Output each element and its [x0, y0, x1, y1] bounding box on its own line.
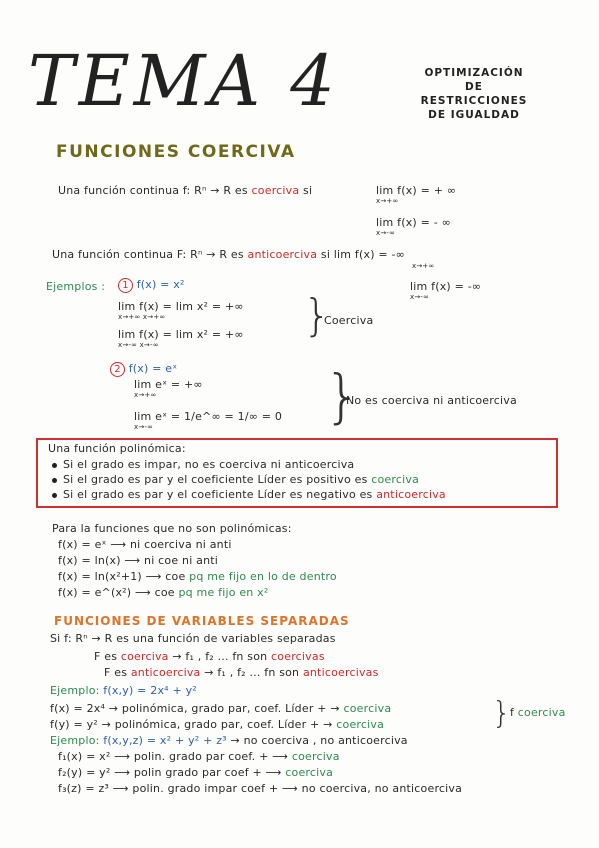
- definition-text: Una función continua f: Rⁿ → R es: [58, 184, 248, 197]
- example-line-text: f(y) = y² → polinómica, grado par, coef. Líder + →: [50, 718, 333, 731]
- example-2-line-1-sub: x→+∞: [134, 391, 157, 399]
- example-1-line-1: lim f(x) = lim x² = +∞: [118, 300, 244, 313]
- example-label: [50, 684, 197, 697]
- subtitle-line: OPTIMIZACIÓN: [424, 67, 524, 79]
- example-tail: → no coerciva , no anticoerciva: [230, 734, 408, 747]
- example-1-result: Coerciva: [324, 314, 374, 327]
- brace-icon: }: [324, 362, 361, 430]
- limit-plus-sub: x→+∞: [412, 262, 435, 270]
- line-mid: → f₁ , f₂ ... fn son: [172, 650, 268, 663]
- example-1-header: [118, 278, 185, 293]
- definition-coerciva: [58, 184, 312, 197]
- section-heading-separadas: FUNCIONES DE VARIABLES SEPARADAS: [54, 614, 350, 628]
- example-line: [58, 750, 340, 763]
- nonpoly-line-text: f(x) = ln(x²+1) ⟶ coe: [58, 570, 186, 583]
- limit-minus: lim f(x) = -∞: [410, 280, 482, 293]
- limit-plus: [376, 184, 456, 197]
- nonpoly-note: pq me fijo en x²: [178, 586, 269, 599]
- definition-tail: si: [320, 248, 331, 261]
- section-heading-coerciva: FUNCIONES COERCIVA: [56, 142, 296, 162]
- nonpoly-line: [58, 586, 269, 599]
- example-function: f(x) = x²: [136, 278, 185, 291]
- example-2-line-2: lim eˣ = 1/e^∞ = 1/∞ = 0: [134, 410, 283, 423]
- example-result: [510, 706, 566, 719]
- example-1-line-1-sub: x→+∞ x→+∞: [118, 313, 166, 321]
- keyword-coerciva: coerciva: [120, 650, 169, 663]
- example-2-line-1: lim eˣ = +∞: [134, 378, 203, 391]
- keyword-coerciva: coerciva: [251, 184, 300, 197]
- keyword-coerciva: coerciva: [285, 766, 334, 779]
- definition-text: Una función continua F: Rⁿ → R es: [52, 248, 244, 261]
- separadas-definition: Si f: Rⁿ → R es una función de variables separadas: [50, 632, 336, 645]
- example-line: f₃(z) = z³ ⟶ polin. grado impar coef + ⟶ no coerciva, no anticoerciva: [58, 782, 463, 795]
- box-item-2: [52, 473, 419, 486]
- subtitle-line: DE: [465, 81, 483, 93]
- line-pre: F es: [104, 666, 128, 679]
- example-function: f(x,y) = 2x⁴ + y²: [103, 684, 197, 697]
- example-number: 2: [110, 362, 125, 377]
- page-title: TEMA 4: [28, 40, 339, 122]
- keyword-anticoercivas: anticoercivas: [302, 666, 379, 679]
- keyword-anticoerciva: anticoerciva: [376, 488, 446, 501]
- keyword-coerciva: coerciva: [336, 718, 385, 731]
- keyword-coerciva: coerciva: [343, 702, 392, 715]
- subtitle-line: DE IGUALDAD: [428, 109, 520, 121]
- example-label-text: Ejemplo:: [50, 684, 100, 697]
- nonpoly-line: f(x) = ln(x) ⟶ ni coe ni anti: [58, 554, 219, 567]
- example-number: 1: [118, 278, 133, 293]
- example-line-text: f(x) = 2x⁴ → polinómica, grado par, coef. Líder + →: [50, 702, 340, 715]
- result-pre: f: [510, 706, 515, 719]
- example-line-text: f₁(x) = x² ⟶ polin. grado par coef. + ⟶: [58, 750, 289, 763]
- subtitle-line: RESTRICCIONES: [420, 95, 528, 107]
- example-line: [50, 702, 391, 715]
- line-mid: → f₁ , f₂ ... fn son: [204, 666, 300, 679]
- keyword-coercivas: coercivas: [271, 650, 325, 663]
- nonpoly-line: [58, 570, 337, 583]
- box-item-text: Si el grado es impar, no es coerciva ni anticoerciva: [63, 458, 355, 471]
- nonpoly-line-text: f(x) = e^(x²) ⟶ coe: [58, 586, 175, 599]
- example-line: [50, 718, 384, 731]
- box-item-text: Si el grado es par y el coeficiente Líder es negativo es: [63, 488, 373, 501]
- line-pre: F es: [94, 650, 118, 663]
- bullet-icon: [52, 463, 57, 468]
- example-function: f(x,y,z) = x² + y² + z³: [103, 734, 227, 747]
- bullet-icon: [52, 478, 57, 483]
- box-item-3: [52, 488, 446, 501]
- box-item-text: Si el grado es par y el coeficiente Líder es positivo es: [63, 473, 368, 486]
- bullet-icon: [52, 493, 57, 498]
- keyword-coerciva: coerciva: [291, 750, 340, 763]
- separadas-line-a: [94, 650, 325, 663]
- nonpoly-note: pq me fijo en lo de dentro: [189, 570, 337, 583]
- example-function: f(x) = eˣ: [128, 362, 178, 375]
- separadas-line-b: [104, 666, 379, 679]
- brace-icon: }: [492, 696, 512, 731]
- example-line: [58, 766, 333, 779]
- box-item-1: [52, 458, 354, 471]
- example-1-line-2: lim f(x) = lim x² = +∞: [118, 328, 244, 341]
- definition-anticoerciva: [52, 248, 405, 261]
- example-1-line-2-sub: x→-∞ x→-∞: [118, 341, 159, 349]
- example-2-header: [110, 362, 177, 377]
- keyword-coerciva: coerciva: [371, 473, 420, 486]
- limit-expression: lim f(x) = -∞: [333, 248, 406, 261]
- keyword-anticoerciva: anticoerciva: [247, 248, 318, 261]
- example-label-text: Ejemplo:: [50, 734, 100, 747]
- brace-icon: }: [303, 290, 331, 341]
- keyword-anticoerciva: anticoerciva: [130, 666, 201, 679]
- definition-tail: si: [303, 184, 313, 197]
- page-subtitle: [404, 66, 544, 122]
- limit-minus-sub: x→-∞: [376, 229, 396, 237]
- limit-minus: lim f(x) = - ∞: [376, 216, 451, 229]
- examples-label: Ejemplos :: [46, 280, 106, 293]
- nonpoly-title: Para la funciones que no son polinómicas:: [52, 522, 292, 535]
- limit-minus-sub: x→-∞: [410, 293, 430, 301]
- limit-expression: lim f(x) = + ∞: [376, 184, 457, 197]
- nonpoly-line: f(x) = eˣ ⟶ ni coerciva ni anti: [58, 538, 232, 551]
- example-2-line-2-sub: x→-∞: [134, 423, 154, 431]
- keyword-coerciva: coerciva: [517, 706, 566, 719]
- example-2-header: [50, 734, 408, 747]
- limit-plus-sub: x→+∞: [376, 197, 399, 205]
- example-line-text: f₂(y) = y² ⟶ polin grado par coef + ⟶: [58, 766, 282, 779]
- example-2-result: No es coerciva ni anticoerciva: [346, 394, 517, 407]
- box-title: Una función polinómica:: [48, 442, 186, 455]
